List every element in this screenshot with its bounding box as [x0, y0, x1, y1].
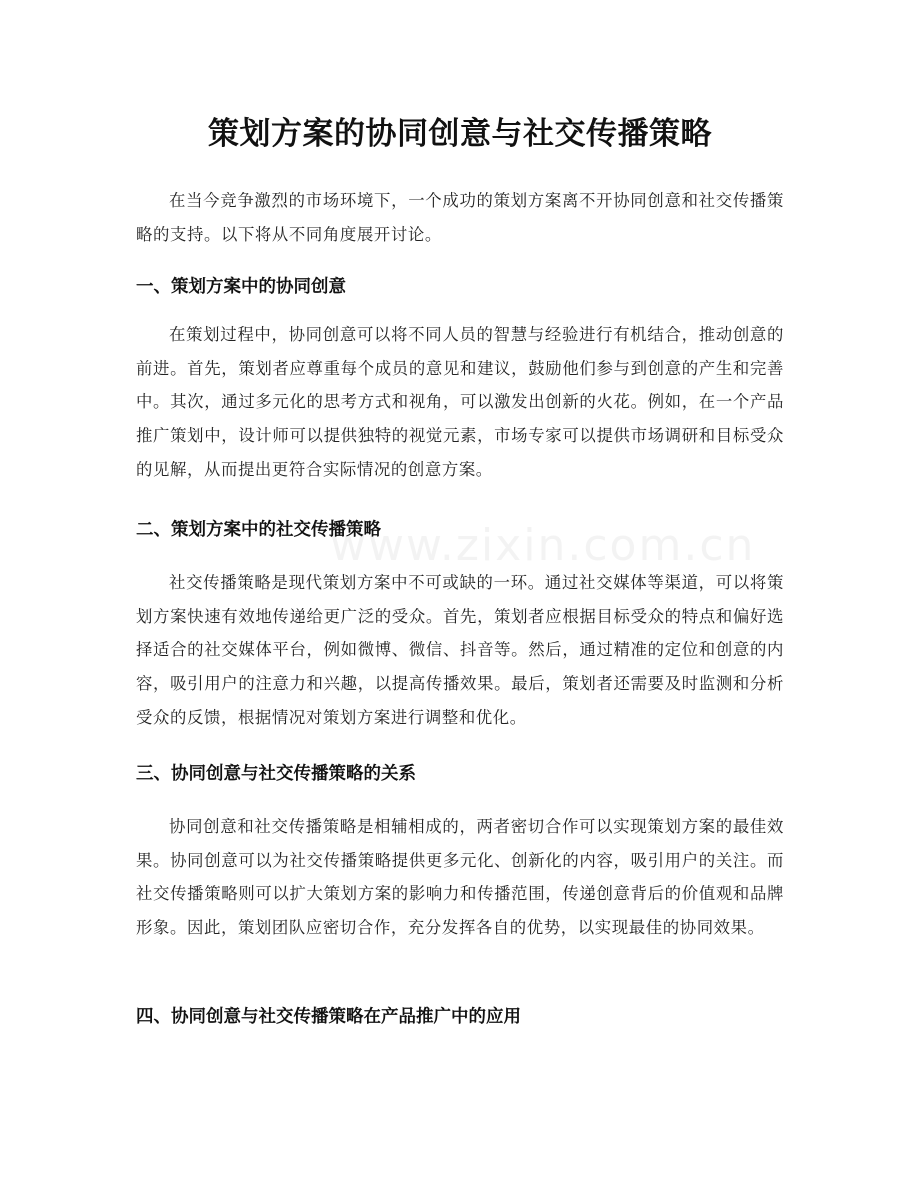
intro-paragraph: 在当今竞争激烈的市场环境下，一个成功的策划方案离不开协同创意和社交传播策略的支持。以下将从不同角度展开讨论。	[136, 191, 784, 244]
section-3-paragraph: 协同创意和社交传播策略是相辅相成的，两者密切合作可以实现策划方案的最佳效果。协同创意可以为社交传播策略提供更多元化、创新化的内容，吸引用户的关注。而社交传播策略则可以扩大策划方案的影响力和传播范围，传递创意背后的价值观和品牌形象。因此，策划团队应密切合作，充分发挥各自的优势，以实现最佳的协同效果。	[136, 817, 784, 938]
watermark: www.zixin.com.cn	[330, 520, 756, 571]
section-1-heading: 一、策划方案中的协同创意	[136, 277, 346, 297]
section-1-paragraph: 在策划过程中，协同创意可以将不同人员的智慧与经验进行有机结合，推动创意的前进。首先，策划者应尊重每个成员的意见和建议，鼓励他们参与到创意的产生和完善中。其次，通过多元化的思考方式和视角，可以激发出创新的火花。例如，在一个产品推广策划中，设计师可以提供独特的视觉元素，市场专家可以提供市场调研和目标受众的见解，从而提出更符合实际情况的创意方案。	[136, 325, 784, 479]
section-2-paragraph: 社交传播策略是现代策划方案中不可或缺的一环。通过社交媒体等渠道，可以将策划方案快速有效地传递给更广泛的受众。首先，策划者应根据目标受众的特点和偏好选择适合的社交媒体平台，例如微博、微信、抖音等。然后，通过精准的定位和创意的内容，吸引用户的注意力和兴趣，以提高传播效果。最后，策划者还需要及时监测和分析受众的反馈，根据情况对策划方案进行调整和优化。	[136, 573, 784, 727]
section-4-heading: 四、协同创意与社交传播策略在产品推广中的应用	[136, 1007, 521, 1027]
section-2-heading: 二、策划方案中的社交传播策略	[136, 520, 381, 540]
document-title: 策划方案的协同创意与社交传播策略	[208, 116, 712, 152]
section-3-heading: 三、协同创意与社交传播策略的关系	[136, 764, 416, 784]
